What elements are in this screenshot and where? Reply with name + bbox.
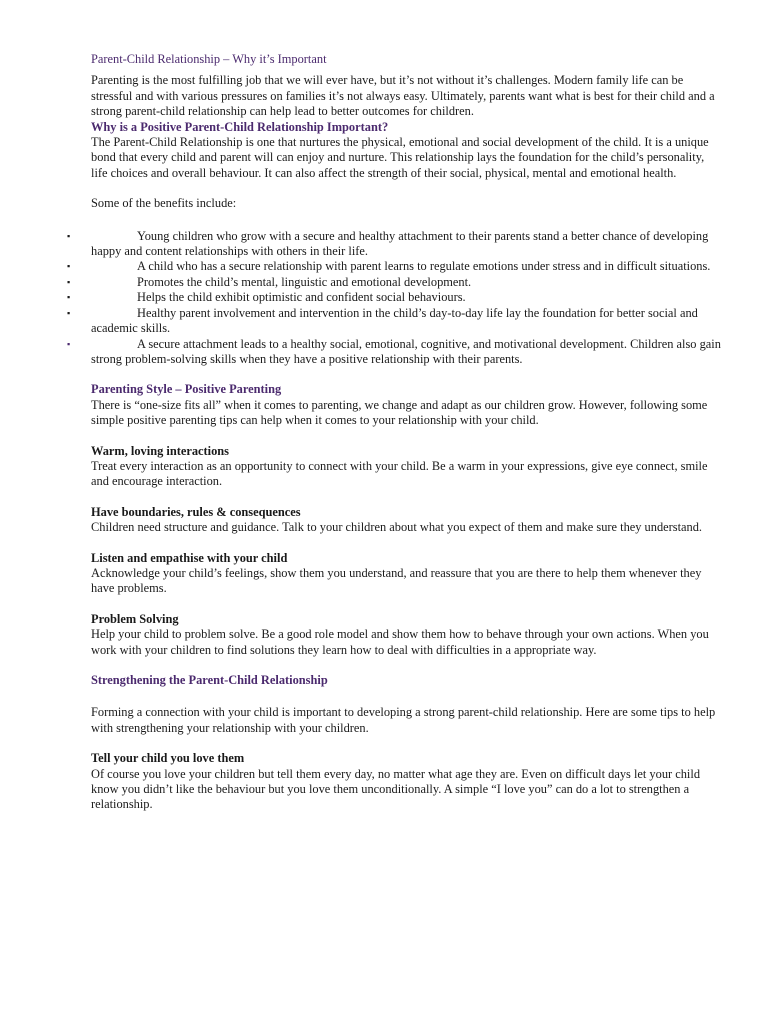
benefits-list	[67, 228, 721, 368]
strengthening-paragraph: Forming a connection with your child is important to developing a strong parent-child relationship. Here are some tips to help with strengthening your relationship with your children.	[91, 705, 716, 735]
parenting-style-heading: Parenting Style – Positive Parenting	[91, 382, 282, 397]
list-item: ▪ Helps the child exhibit optimistic and confident social behaviours.	[67, 290, 466, 305]
bullet-icon: ▪	[67, 338, 71, 349]
problem-solving-paragraph: Help your child to problem solve. Be a good role model and show them how to behave through your own actions. When you work with your children to find solutions they learn how to deal with difficulties in a appropriate way.	[91, 627, 709, 657]
document-title: Parent-Child Relationship – Why it’s Important	[91, 52, 327, 66]
problem-solving-heading: Problem Solving	[91, 611, 179, 626]
bullet-icon: ▪	[67, 276, 71, 287]
strengthening-heading: Strengthening the Parent-Child Relationship	[91, 673, 328, 687]
list-item: ▪ Young children who grow with a secure and healthy attachment to their parents stand a better chance of developing happy and content relationships with others in their life.	[67, 228, 709, 259]
warm-heading: Warm, loving interactions	[91, 443, 230, 458]
bullet-icon: ▪	[67, 292, 71, 303]
intro-paragraph: Parenting is the most fulfilling job that we will ever have, but it’s not without it’s challenges. Modern family life can be stressful and with various pressures on families it’s not always easy. Ultimately, parents want what is best for their child and a strong parent-child relationship can help lead to better outcomes for children.	[91, 73, 715, 119]
bullet-icon: ▪	[67, 307, 71, 318]
listen-heading: Listen and empathise with your child	[91, 550, 288, 565]
benefits-intro: Some of the benefits include:	[91, 196, 237, 211]
boundaries-heading: Have boundaries, rules & consequences	[91, 504, 301, 519]
listen-paragraph: Acknowledge your child’s feelings, show them you understand, and reassure that you are there to help them whenever they have problems.	[91, 565, 702, 596]
parenting-style-paragraph: There is “one-size fits all” when it comes to parenting, we change and adapt as our children grow. However, following some simple positive parenting tips can help when it comes to your relationship with your child.	[91, 397, 708, 428]
list-item: ▪ A child who has a secure relationship with parent learns to regulate emotions under stress and in difficult situations.	[67, 259, 711, 274]
why-paragraph: The Parent-Child Relationship is one that nurtures the physical, emotional and social development of the child. It is a unique bond that every child and parent will can enjoy and nurture. This relationship lays the foundation for the child’s personality, life choices and overall behaviour. It can also affect the strength of their social, physical, mental and emotional health.	[91, 135, 709, 180]
bullet-icon: ▪	[67, 230, 71, 241]
warm-paragraph: Treat every interaction as an opportunity to connect with your child. Be a warm in your expressions, give eye connect, smile and encourage interaction.	[91, 458, 708, 489]
why-heading: Why is a Positive Parent-Child Relationship Important?	[91, 119, 389, 134]
document-page	[67, 52, 721, 813]
bullet-icon: ▪	[67, 261, 71, 272]
list-item: ▪ A secure attachment leads to a healthy social, emotional, cognitive, and motivational development. Children also gain strong problem-solving skills when they have a positive relationship with their parents.	[67, 336, 721, 366]
boundaries-paragraph: Children need structure and guidance. Talk to your children about what you expect of them and make sure they understand.	[91, 520, 703, 535]
list-item: ▪ Promotes the child’s mental, linguistic and emotional development.	[67, 274, 472, 289]
love-heading: Tell your child you love them	[91, 751, 245, 766]
love-paragraph: Of course you love your children but tell them every day, no matter what age they are. Even on difficult days let your child know you didn’t like the behaviour but you love them unconditionally. A simple “I love you” can do a lot to strengthen a relationship.	[91, 766, 701, 812]
list-item: ▪ Healthy parent involvement and intervention in the child’s day-to-day life lay the foundation for better social and academic skills.	[67, 305, 698, 336]
